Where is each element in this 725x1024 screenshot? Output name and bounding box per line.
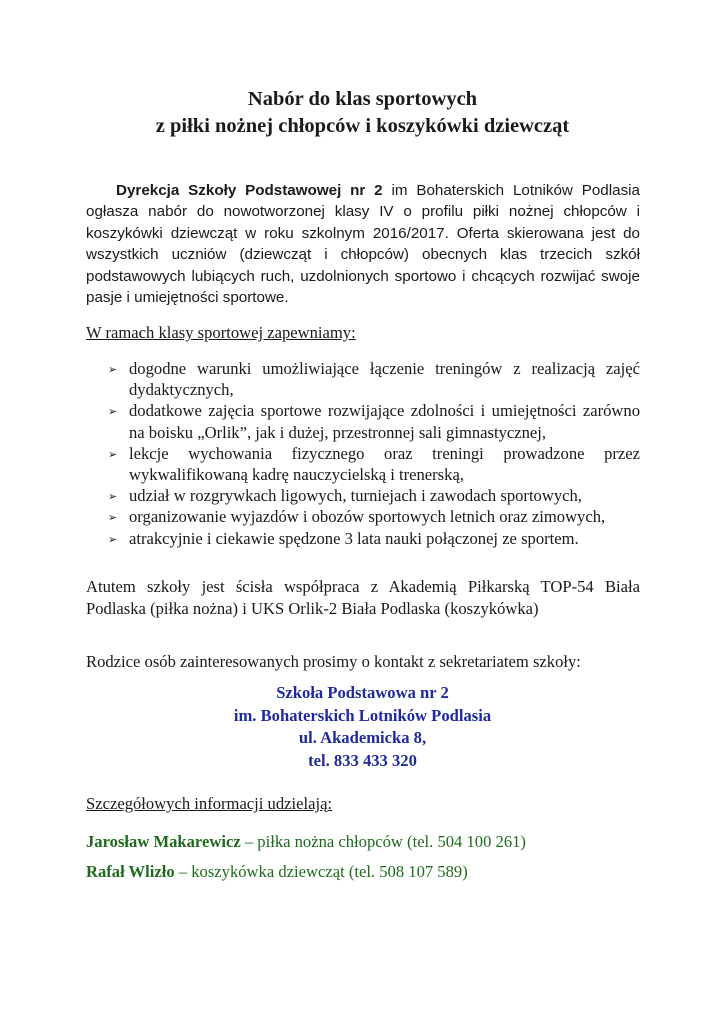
list-item-text: organizowanie wyjazdów i obozów sportowych letnich oraz zimowych, [129,507,606,527]
arrow-bullet-icon: ➢ [108,511,118,525]
list-item-text: dodatkowe zajęcia sportowe rozwijające zdolności i umiejętności zarówno na boisku „Orlik”, jak i dużej, przestronnej sali gimnastycznej, [129,401,640,442]
list-item-text: dogodne warunki umożliwiające łączenie treningów z realizacją zajęć dydaktycznych, [129,359,640,400]
list-item-text: udział w rozgrywkach ligowych, turniejach i zawodach sportowych, [129,486,582,506]
list-item [86,485,640,506]
list-item-text: lekcje wychowania fizycznego oraz treningi prowadzone przez wykwalifikowaną kadrę nauczycielską i trenerską, [129,443,640,485]
benefits-heading: W ramach klasy sportowej zapewniamy: [86,323,356,342]
list-item [86,506,640,527]
arrow-bullet-icon: ➢ [108,405,118,419]
contact-request: Rodzice osób zainteresowanych prosimy o kontakt z sekretariatem szkoły: [86,652,581,671]
intro-paragraph [86,180,640,308]
list-item-text: atrakcyjnie i ciekawie spędzone 3 lata nauki połączonej ze sportem. [129,528,579,548]
list-item [86,528,640,549]
info-heading: Szczegółowych informacji udzielają: [86,794,333,813]
school-street: ul. Akademicka 8, [298,728,427,748]
school-address [0,682,725,772]
list-item [86,400,640,442]
contact-person-role: – koszykówka dziewcząt (tel. 508 107 589) [174,862,468,881]
title-line-2: z piłki nożnej chłopców i koszykówki dziewcząt [155,115,570,137]
contact-person [86,861,468,883]
contact-person-role: – piłka nożna chłopców (tel. 504 100 261) [240,832,526,851]
arrow-bullet-icon: ➢ [108,447,118,461]
school-name: Szkoła Podstawowa nr 2 [276,683,449,702]
intro-text: im Bohaterskich Lotników Podlasia ogłasza nabór do nowotworzonej klasy IV o profilu piłki nożnej chłopców i koszykówki dziewcząt w roku szkolnym 2016/2017. Oferta skierowana jest do wszystkich uczniów (dziewcząt i chłopców) obecnych klas trzecich szkół podstawowych lubiących ruch, uzdolnionych sportowo i chcących rozwijać swoje pasje i umiejętności sportowe. [86,182,640,307]
title-line-1: Nabór do klas sportowych [247,88,478,110]
partners-paragraph: Atutem szkoły jest ścisła współpraca z Akademią Piłkarską TOP-54 Biała Podlaska (piłka nożna) i UKS Orlik-2 Biała Podlaska (koszykówka) [86,577,640,618]
contact-person-name: Jarosław Makarewicz [86,832,241,851]
school-phone: tel. 833 433 320 [308,750,417,770]
contact-person [86,831,526,853]
contact-person-name: Rafał Wlizło [86,862,175,881]
list-item [86,358,640,400]
benefits-list [86,358,640,549]
arrow-bullet-icon: ➢ [108,490,118,504]
list-item [86,443,640,485]
intro-lead: Dyrekcja Szkoły Podstawowej nr 2 [116,182,383,199]
arrow-bullet-icon: ➢ [108,363,118,376]
arrow-bullet-icon: ➢ [108,532,118,546]
school-patron: im. Bohaterskich Lotników Podlasia [233,705,492,725]
